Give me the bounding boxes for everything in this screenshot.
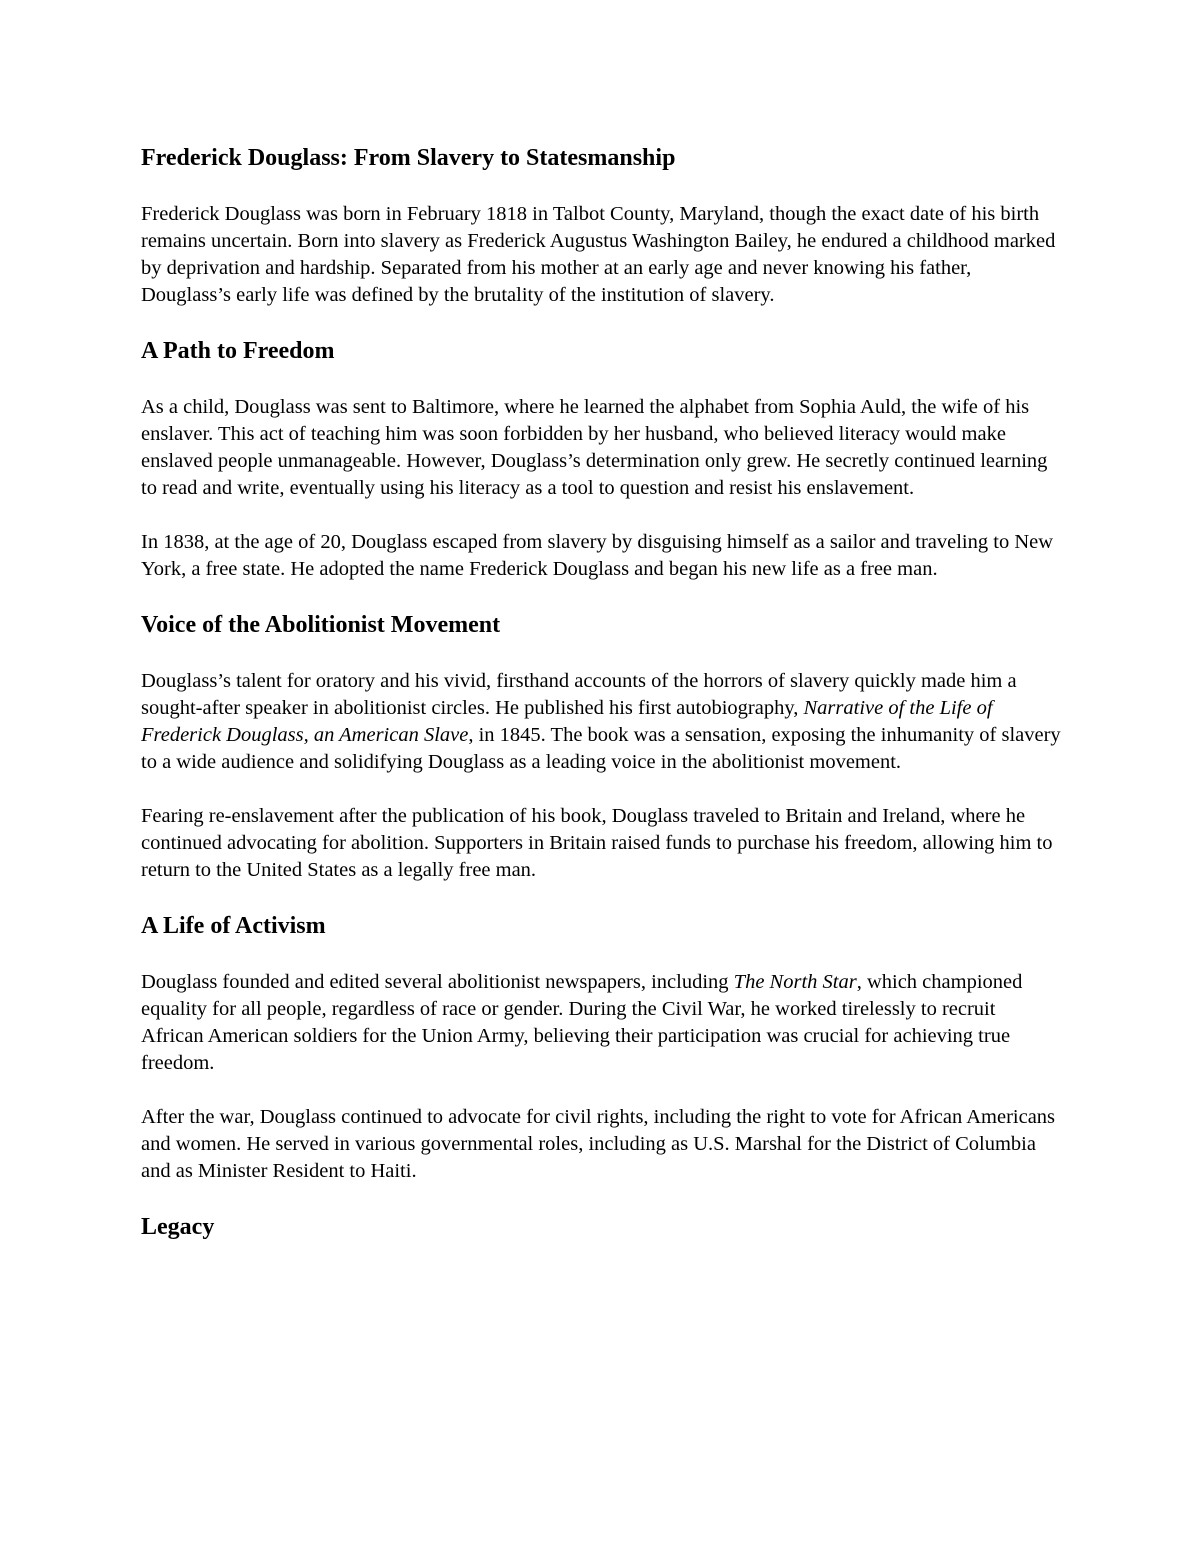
spacer — [141, 173, 1061, 201]
abolitionist-paragraph-1-text-b: , in 1845. The book was a sensation, exposing the inhumanity of slavery to a wide audience and solidifying Douglass as a leading voice in the abolitionist movement. — [141, 724, 1061, 773]
spacer — [141, 640, 1061, 668]
section-heading-abolitionist-movement: Voice of the Abolitionist Movement — [141, 612, 501, 638]
spacer — [141, 941, 1061, 969]
spacer — [141, 366, 1061, 394]
spacer — [141, 776, 1061, 803]
abolitionist-paragraph-1-text-a: Douglass’s talent for oratory and his vivid, firsthand accounts of the horrors of slavery quickly made him a sought-after speaker in abolitionist circles. He published his first autobiography, — [141, 670, 1017, 719]
spacer — [141, 1077, 1061, 1104]
section-heading-life-of-activism: A Life of Activism — [141, 913, 326, 939]
spacer — [141, 884, 1061, 911]
document-page — [141, 140, 1061, 1242]
spacer — [141, 309, 1061, 336]
intro-paragraph: Frederick Douglass was born in February 1818 in Talbot County, Maryland, though the exact date of his birth remains uncertain. Born into slavery as Frederick Augustus Washington Bailey, he endured a childhood marked by deprivation and hardship. Separated from his mother at an early age and never knowing his father, Douglass’s early life was defined by the brutality of the institution of slavery. — [141, 203, 1056, 306]
spacer — [141, 1185, 1061, 1212]
abolitionist-paragraph-1 — [141, 668, 1061, 776]
abolitionist-paragraph-2: Fearing re-enslavement after the publication of his book, Douglass traveled to Britain and Ireland, where he continued advocating for abolition. Supporters in Britain raised funds to purchase his freedom, allowing him to return to the United States as a legally free man. — [141, 805, 1053, 881]
activism-paragraph-1-text-b: , which championed equality for all people, regardless of race or gender. During the Civil War, he worked tirelessly to recruit African American soldiers for the Union Army, believing their participation was crucial for achieving true freedom. — [141, 971, 1023, 1074]
spacer — [141, 502, 1061, 529]
activism-paragraph-1-text-a: Douglass founded and edited several abolitionist newspapers, including — [141, 971, 734, 993]
activism-paragraph-1 — [141, 969, 1061, 1077]
narrative-book-title: Narrative of the Life of Frederick Douglass, an American Slave — [141, 697, 993, 746]
spacer — [141, 583, 1061, 610]
path-to-freedom-paragraph-2: In 1838, at the age of 20, Douglass escaped from slavery by disguising himself as a sailor and traveling to New York, a free state. He adopted the name Frederick Douglass and began his new life as a free man. — [141, 531, 1054, 580]
section-heading-path-to-freedom: A Path to Freedom — [141, 338, 335, 364]
north-star-newspaper-title: The North Star — [733, 971, 857, 993]
path-to-freedom-paragraph-1: As a child, Douglass was sent to Baltimore, where he learned the alphabet from Sophia Auld, the wife of his enslaver. This act of teaching him was soon forbidden by her husband, who believed literacy would make enslaved people unmanageable. However, Douglass’s determination only grew. He secretly continued learning to read and write, eventually using his literacy as a tool to question and resist his enslavement. — [141, 396, 1048, 499]
section-heading-legacy: Legacy — [141, 1214, 215, 1240]
document-title: Frederick Douglass: From Slavery to Statesmanship — [141, 145, 676, 171]
activism-paragraph-2: After the war, Douglass continued to advocate for civil rights, including the right to vote for African Americans and women. He served in various governmental roles, including as U.S. Marshal for the District of Columbia and as Minister Resident to Haiti. — [141, 1106, 1056, 1182]
